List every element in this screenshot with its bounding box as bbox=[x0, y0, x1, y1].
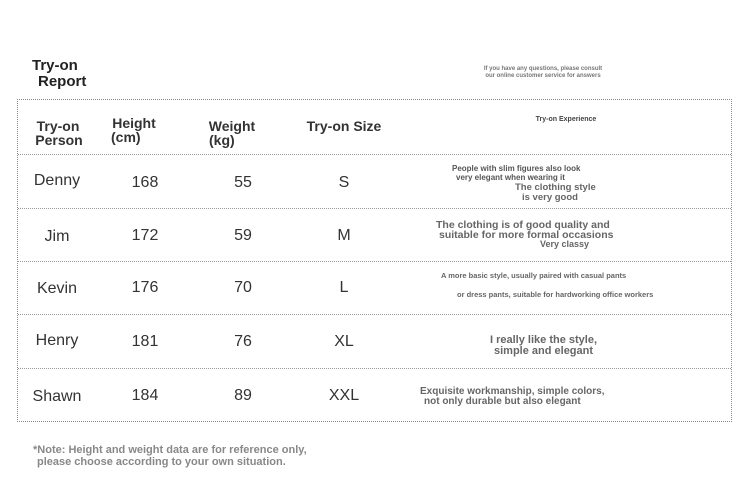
report-title-line2: Report bbox=[38, 73, 87, 90]
experience-line: Exquisite workmanship, simple colors, bbox=[420, 386, 605, 397]
try-on-table bbox=[17, 99, 732, 422]
cell-weight: 89 bbox=[234, 387, 252, 404]
table-row-henry bbox=[18, 315, 731, 369]
cell-experience bbox=[420, 387, 680, 407]
cell-experience bbox=[490, 335, 690, 357]
reference-note-line1: *Note: Height and weight data are for reference only, bbox=[33, 444, 307, 456]
cell-size: XXL bbox=[328, 387, 360, 404]
experience-line: or dress pants, suitable for hardworking office workers bbox=[457, 290, 654, 299]
table-header-row bbox=[18, 100, 731, 155]
table-row-denny bbox=[18, 155, 731, 209]
cell-height: 181 bbox=[131, 333, 159, 350]
reference-note bbox=[33, 444, 307, 468]
table-row-kevin bbox=[18, 262, 731, 315]
header-weight bbox=[196, 119, 268, 147]
table-row-jim bbox=[18, 209, 731, 262]
experience-line: A more basic style, usually paired with casual pants bbox=[441, 271, 627, 280]
header-size: Try-on Size bbox=[306, 118, 382, 134]
cell-height: 168 bbox=[131, 174, 159, 191]
cell-name: Jim bbox=[44, 228, 70, 245]
cell-experience bbox=[452, 164, 692, 203]
experience-line: suitable for more formal occasions bbox=[439, 229, 614, 241]
cell-size: XL bbox=[334, 333, 354, 350]
cell-name: Shawn bbox=[32, 388, 82, 405]
cell-name: Kevin bbox=[36, 280, 78, 297]
experience-line: very elegant when wearing it bbox=[456, 173, 565, 182]
experience-line: is very good bbox=[522, 192, 578, 203]
header-height-line2: (cm) bbox=[111, 129, 141, 145]
cell-size: L bbox=[339, 279, 349, 296]
header-weight-line2: (kg) bbox=[209, 132, 235, 148]
table-row-shawn bbox=[18, 369, 731, 423]
cell-size: S bbox=[338, 174, 350, 191]
experience-line: The clothing is of good quality and bbox=[436, 219, 610, 231]
experience-line: not only durable but also elegant bbox=[424, 396, 581, 407]
experience-line: simple and elegant bbox=[494, 345, 594, 357]
header-person bbox=[20, 119, 96, 147]
cell-name: Denny bbox=[33, 172, 81, 189]
reference-note-line2: please choose according to your own situation. bbox=[37, 456, 286, 468]
cell-height: 184 bbox=[131, 387, 159, 404]
cell-height: 176 bbox=[131, 279, 159, 296]
experience-line: People with slim figures also look bbox=[452, 164, 581, 173]
contact-notice bbox=[458, 66, 628, 80]
cell-weight: 59 bbox=[234, 227, 252, 244]
cell-weight: 55 bbox=[234, 174, 252, 191]
header-height-line1: Height bbox=[112, 115, 156, 131]
header-height bbox=[98, 116, 170, 144]
header-experience: Try-on Experience bbox=[535, 116, 597, 123]
header-person-line2: Person bbox=[35, 132, 83, 148]
report-title bbox=[32, 58, 86, 90]
report-title-line1: Try-on bbox=[32, 57, 78, 74]
contact-notice-line2: our online customer service for answers bbox=[485, 73, 601, 79]
cell-height: 172 bbox=[131, 227, 159, 244]
cell-experience bbox=[436, 220, 686, 249]
contact-notice-line1: If you have any questions, please consult bbox=[483, 66, 603, 72]
cell-size: M bbox=[337, 227, 351, 244]
header-person-line1: Try-on bbox=[36, 118, 80, 134]
cell-name: Henry bbox=[35, 332, 79, 349]
cell-weight: 76 bbox=[234, 333, 252, 350]
header-weight-line1: Weight bbox=[208, 118, 256, 134]
cell-experience bbox=[441, 271, 721, 299]
cell-weight: 70 bbox=[234, 279, 252, 296]
experience-line: I really like the style, bbox=[490, 334, 598, 346]
experience-line: The clothing style bbox=[515, 182, 596, 193]
experience-line: Very classy bbox=[540, 239, 590, 249]
